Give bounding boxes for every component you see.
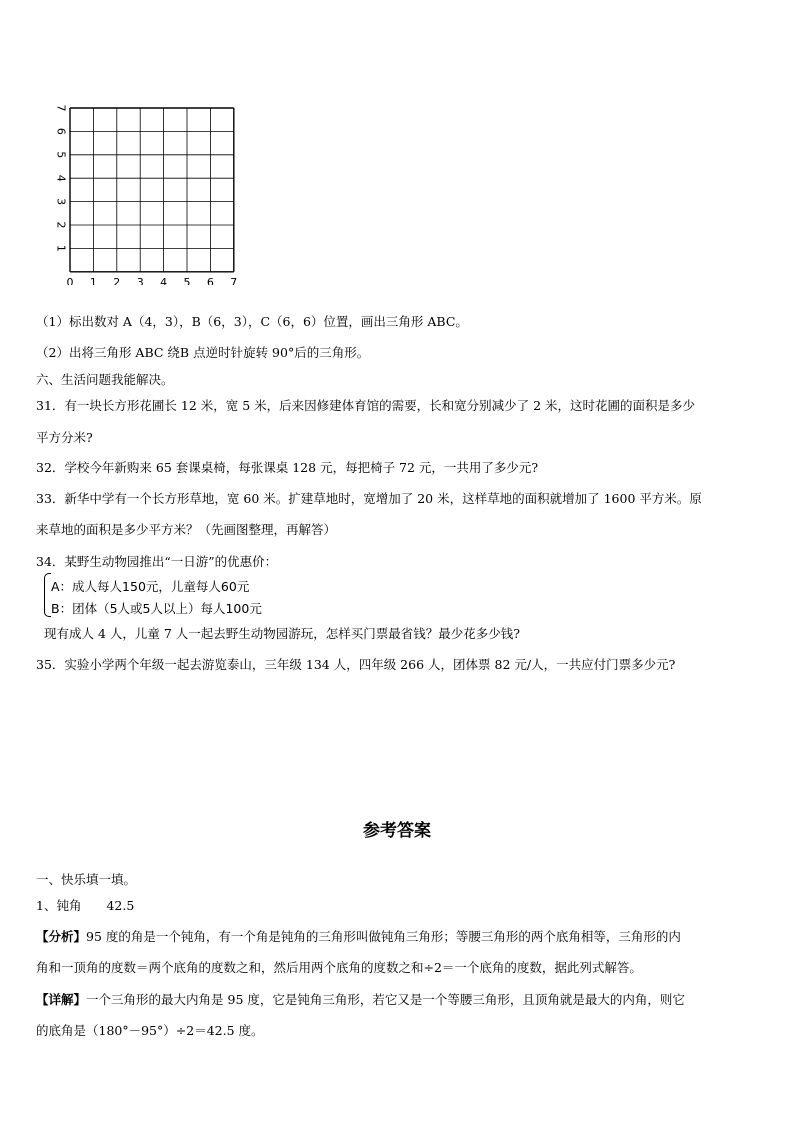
y-tick-label: 5 — [54, 151, 68, 159]
detail-line2: 的底角是（180°－95°）÷2＝42.5 度。 — [36, 1023, 264, 1038]
q30-part2: （2）出将三角形 ABC 绕B 点逆时针旋转 90°后的三角形。 — [36, 345, 370, 360]
q32: 32．学校今年新购来 65 套课桌椅，每张课桌 128 元，每把椅子 72 元，一共用了多少元? — [36, 460, 539, 475]
detail-line1: 【详解】一个三角形的最大内角是 95 度，它是钝角三角形，若它又是一个等腰三角形，且顶角就是最大的内角，则它 — [36, 992, 685, 1007]
y-tick-label: 7 — [54, 104, 68, 112]
section6-heading: 六、生活问题我能解决。 — [36, 372, 174, 387]
answers-title: 参考答案 — [363, 821, 431, 841]
q33-line2: 来草地的面积是多少平方米？（先画图整理，再解答） — [36, 522, 337, 537]
coordinate-grid — [54, 100, 244, 285]
q31-line1: 31．有一块长方形花圃长 12 米，宽 5 米，后来因修建体育馆的需要，长和宽分别减少了 2 米，这时花圃的面积是多少 — [36, 398, 696, 413]
q34-option-a: A：成人每人150元，儿童每人60元 — [51, 579, 250, 594]
x-tick-label: 3 — [136, 275, 144, 285]
q30-part1: （1）标出数对 A（4，3），B（6，3），C（6，6）位置，画出三角形 ABC。 — [36, 314, 468, 329]
analysis-label: 【分析】 — [36, 929, 87, 944]
answer-1: 1、钝角 42.5 — [36, 898, 135, 913]
x-tick-label: 1 — [89, 275, 97, 285]
q31-line2: 平方分米? — [36, 430, 93, 445]
analysis-line1: 【分析】95 度的角是一个钝角，有一个角是钝角的三角形叫做钝角三角形；等腰三角形的两个底角相等，三角形的内 — [36, 929, 681, 944]
answers-section1-heading: 一、快乐填一填。 — [36, 872, 137, 887]
y-tick-label: 6 — [54, 127, 68, 135]
x-tick-label: 7 — [230, 275, 238, 285]
option-brace — [44, 573, 51, 617]
q34-question: 现有成人 4 人，儿童 7 人一起去野生动物园游玩，怎样买门票最省钱？最少花多少钱? — [44, 626, 521, 641]
y-tick-label: 1 — [54, 244, 68, 252]
detail-label: 【详解】 — [36, 992, 87, 1007]
q34-intro: 34．某野生动物园推出“一日游”的优惠价： — [36, 554, 278, 569]
y-tick-label: 2 — [54, 221, 68, 229]
x-tick-label: 4 — [160, 275, 168, 285]
y-tick-label: 3 — [54, 198, 68, 206]
q35: 35．实验小学两个年级一起去游览泰山，三年级 134 人，四年级 266 人，团体票 82 元/人，一共应付门票多少元? — [36, 657, 676, 672]
x-tick-label: 5 — [183, 275, 191, 285]
x-tick-label: 2 — [113, 275, 121, 285]
analysis-line2: 角和一顶角的度数＝两个底角的度数之和，然后用两个底角的度数之和÷2＝一个底角的度数，据此列式解答。 — [36, 960, 642, 975]
q34-option-b: B：团体（5人或5人以上）每人100元 — [51, 601, 262, 616]
q33-line1: 33．新华中学有一个长方形草地，宽 60 米。扩建草地时，宽增加了 20 米，这样草地的面积就增加了 1600 平方米。原 — [36, 491, 702, 506]
x-tick-label: 0 — [66, 275, 74, 285]
x-tick-label: 6 — [206, 275, 214, 285]
y-tick-label: 4 — [54, 174, 68, 182]
